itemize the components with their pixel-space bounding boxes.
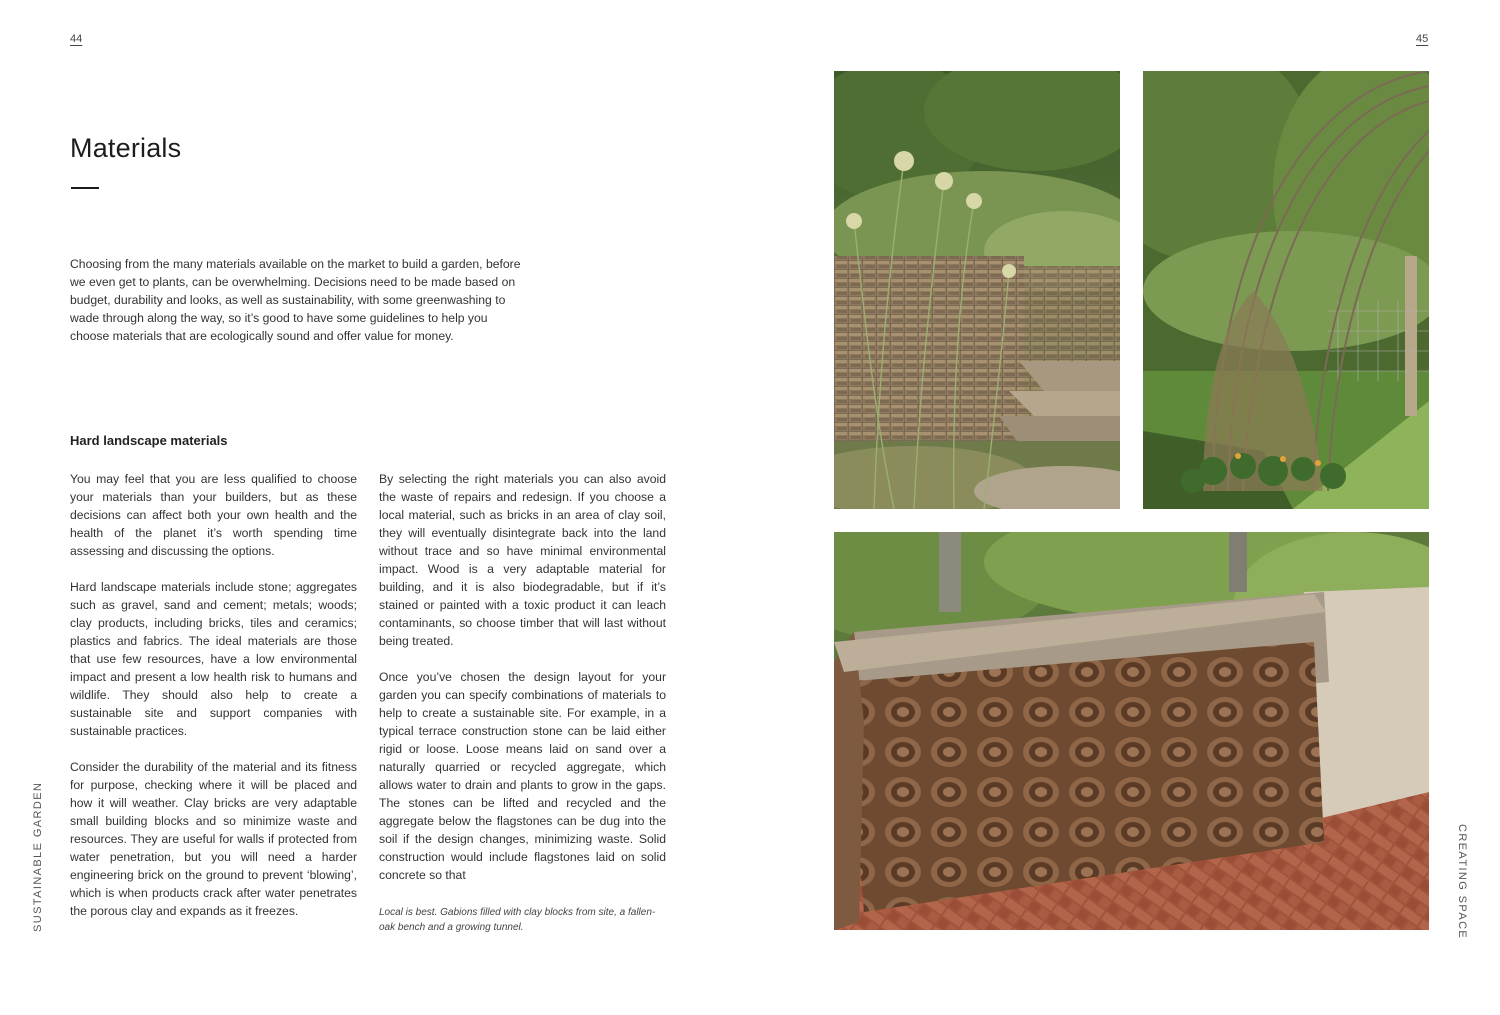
paragraph: Consider the durability of the material and its fitness for purpose, checking where it will be placed and how it will weather. Clay bricks are very adaptable small building blocks and so minimize waste and resources. They are useful for walls if protected from water penetration, but you will need a harder engineering brick on the ground to prevent ‘blowing’, which is when products crack after water penetrates the porous clay and expands as it freezes. bbox=[70, 760, 357, 918]
text-column-left bbox=[70, 470, 357, 938]
running-head-right: CREATING SPACE bbox=[1456, 824, 1468, 940]
paragraph: You may feel that you are less qualified to choose your materials than your builders, but as these decisions can affect both your own health and the health of the planet it’s worth spending time assessing and discussing the options. bbox=[70, 472, 357, 558]
title-rule bbox=[71, 187, 99, 189]
oak-bench-photo bbox=[834, 532, 1429, 930]
paragraph: Hard landscape materials include stone; aggregates such as gravel, sand and cement; metals; woods; clay products, including bricks, tiles and ceramics; plastics and fabrics. The ideal materials are those that use few resources, have a low environmental impact and present a low health risk to humans and wildlife. They should also help to create a sustainable site and support companies with sustainable practices. bbox=[70, 580, 357, 738]
section-subheading: Hard landscape materials bbox=[70, 433, 228, 448]
running-head-left: SUSTAINABLE GARDEN bbox=[32, 781, 44, 932]
chapter-title: Materials bbox=[70, 133, 182, 163]
growing-tunnel-photo bbox=[1143, 71, 1429, 509]
paragraph: Once you’ve chosen the design layout for your garden you can specify combinations of materials to help to create a sustainable site. For example, in a typical terrace construction stone can be laid either rigid or loose. Loose means laid on sand over a naturally quarried or recycled aggregate, which allows water to drain and plants to grow in the gaps. The stones can be lifted and recycled and the aggregate below the flagstones can be dug into the soil if the design changes, minimizing waste. Solid construction would include flagstones laid on solid concrete so that bbox=[379, 670, 666, 882]
paragraph: By selecting the right materials you can also avoid the waste of repairs and redesign. If you choose a local material, such as bricks in an area of clay soil, they will eventually disintegrate back into the land without trace and so have minimal environmental impact. Wood is a very adaptable material for building, and it is also biodegradable, but if it’s stained or painted with a toxic product it can leach contaminants, so choose timber that will last without being treated. bbox=[379, 472, 666, 648]
page-number-right: 45 bbox=[1416, 33, 1429, 45]
gabion-wall-photo bbox=[834, 71, 1120, 509]
intro-text: Choosing from the many materials available on the market to build a garden, before we even get to plants, can be overwhelming. Decisions need to be made based on budget, durability and looks, as well as sustainability, with some greenwashing to wade through along the way, so it’s good to have some guidelines to help you choose materials that are ecologically sound and offer value for money. bbox=[70, 257, 521, 343]
page-number-left: 44 bbox=[70, 33, 83, 45]
photo-caption: Local is best. Gabions filled with clay blocks from site, a fallen-oak bench and a growing tunnel. bbox=[379, 907, 656, 933]
text-column-right bbox=[379, 470, 666, 902]
intro-paragraph bbox=[70, 255, 524, 345]
